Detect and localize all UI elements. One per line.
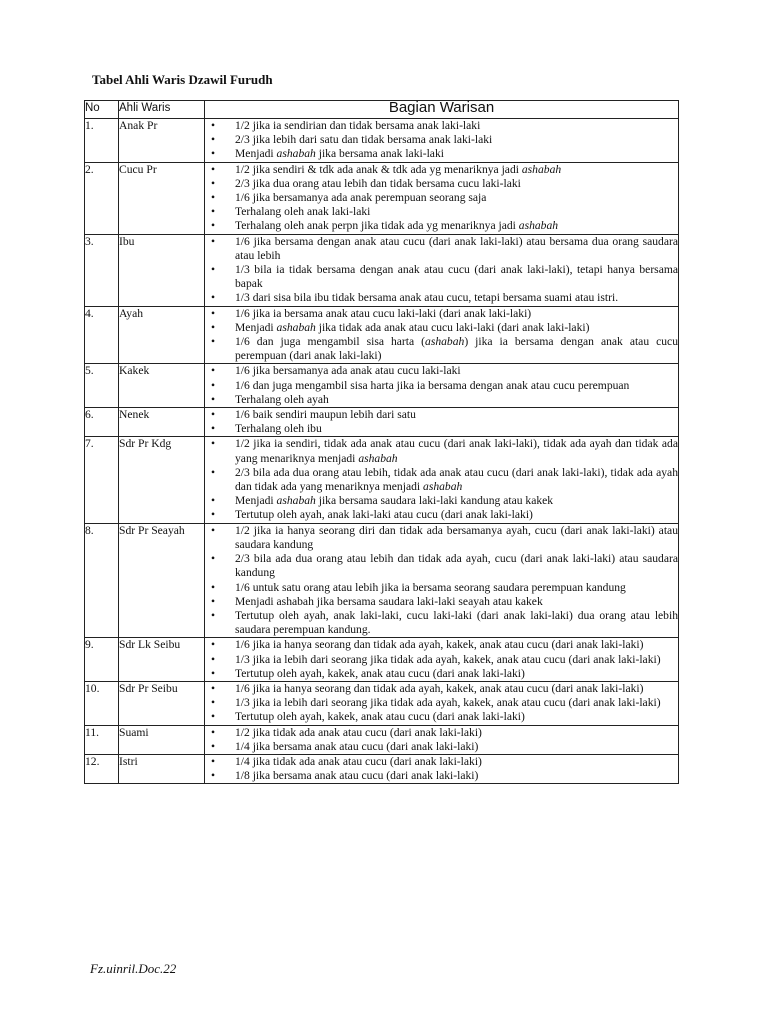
list-item <box>205 726 678 740</box>
list-item <box>205 393 678 407</box>
list-item <box>205 379 678 393</box>
table-row <box>85 234 679 306</box>
share-text: 1/6 jika bersamanya ada anak atau cucu laki-laki <box>235 364 461 378</box>
share-text: Tertutup oleh ayah, anak laki-laki, cucu laki-laki (dari anak laki-laki) dua orang atau lebih saudara perempuan kandung. <box>235 608 678 637</box>
list-item <box>205 235 678 263</box>
share-text: 1/6 jika ia hanya seorang dan tidak ada ayah, kakek, anak atau cucu (dari anak laki-laki) <box>235 681 644 695</box>
italic-term: ashabah <box>423 480 463 494</box>
row-number: 4. <box>85 306 119 364</box>
share-text: Terhalang oleh anak perpn jika tidak ada yg menariknya jadi <box>235 219 519 233</box>
table-row <box>85 638 679 682</box>
share-text: 1/3 jika ia lebih dari seorang jika tidak ada ayah, kakek, anak atau cucu (dari anak laki-laki) <box>235 652 661 666</box>
share-list <box>205 163 678 234</box>
document-title: Tabel Ahli Waris Dzawil Furudh <box>92 72 273 87</box>
list-item <box>205 263 678 291</box>
list-item <box>205 609 678 637</box>
heir-name: Sdr Pr Seayah <box>119 523 205 638</box>
inheritance-share <box>205 754 679 783</box>
table-header-row <box>85 101 679 119</box>
inheritance-share <box>205 162 679 234</box>
share-text: 1/3 jika ia lebih dari seorang jika tidak ada ayah, kakek, anak atau cucu (dari anak laki-laki) <box>235 696 661 710</box>
list-item <box>205 682 678 696</box>
heir-name: Kakek <box>119 364 205 408</box>
list-item <box>205 508 678 522</box>
list-item <box>205 291 678 305</box>
inheritance-share <box>205 234 679 306</box>
inheritance-share <box>205 364 679 408</box>
list-item <box>205 494 678 508</box>
list-item <box>205 335 678 363</box>
header-bagian-warisan: Bagian Warisan <box>205 101 679 119</box>
share-list <box>205 755 678 783</box>
list-item <box>205 191 678 205</box>
row-number: 5. <box>85 364 119 408</box>
share-text: Terhalang oleh anak laki-laki <box>235 205 371 219</box>
share-text: jika bersama saudara laki-laki kandung atau kakek <box>315 494 554 508</box>
list-item <box>205 422 678 436</box>
row-number: 2. <box>85 162 119 234</box>
row-number: 11. <box>85 725 119 754</box>
list-item <box>205 119 678 133</box>
share-text: 1/6 dan juga mengambil sisa harta ( <box>235 335 426 349</box>
heir-name: Sdr Pr Seibu <box>119 681 205 725</box>
list-item <box>205 710 678 724</box>
row-number: 1. <box>85 119 119 163</box>
list-item <box>205 219 678 233</box>
share-text: 1/3 dari sisa bila ibu tidak bersama anak atau cucu, tetapi bersama suami atau istri. <box>235 291 619 305</box>
share-text: 1/6 baik sendiri maupun lebih dari satu <box>235 408 416 422</box>
share-text: 2/3 jika lebih dari satu dan tidak bersama anak laki-laki <box>235 133 493 147</box>
share-text: 1/2 jika ia sendiri, tidak ada anak atau cucu (dari anak laki-laki), tidak ada ayah dan tidak ada yang menariknya menjadi <box>235 437 678 465</box>
list-item <box>205 163 678 177</box>
list-item <box>205 653 678 667</box>
row-number: 12. <box>85 754 119 783</box>
document-footer: Fz.uinril.Doc.22 <box>90 961 177 976</box>
share-text: 1/6 jika bersama dengan anak atau cucu (dari anak laki-laki) atau bersama dua orang saudara atau lebih <box>235 234 678 262</box>
list-item <box>205 321 678 335</box>
share-text: 2/3 bila ada dua orang atau lebih dan tidak ada ayah, cucu (dari anak laki-laki) atau saudara kandung <box>235 552 678 580</box>
table-row <box>85 162 679 234</box>
list-item <box>205 769 678 783</box>
share-list <box>205 726 678 754</box>
heir-name: Sdr Lk Seibu <box>119 638 205 682</box>
table-body <box>85 119 679 784</box>
share-text: Terhalang oleh ayah <box>235 392 329 406</box>
list-item <box>205 307 678 321</box>
share-text: 1/4 jika tidak ada anak atau cucu (dari anak laki-laki) <box>235 754 482 768</box>
italic-term: ashabah <box>358 451 398 465</box>
share-text: jika bersama anak laki-laki <box>315 147 444 161</box>
table-row <box>85 306 679 364</box>
share-text: 1/6 dan juga mengambil sisa harta jika ia bersama dengan anak atau cucu perempuan <box>235 378 630 392</box>
table-row <box>85 523 679 638</box>
share-text: 1/6 jika ia bersama anak atau cucu laki-laki (dari anak laki-laki) <box>235 306 532 320</box>
heir-name: Suami <box>119 725 205 754</box>
share-text: 1/6 jika ia hanya seorang dan tidak ada ayah, kakek, anak atau cucu (dari anak laki-laki) <box>235 638 644 652</box>
list-item <box>205 205 678 219</box>
row-number: 10. <box>85 681 119 725</box>
share-text: 1/3 bila ia tidak bersama dengan anak atau cucu (dari anak laki-laki), tetapi hanya bersama bapak <box>235 263 678 291</box>
list-item <box>205 581 678 595</box>
list-item <box>205 696 678 710</box>
share-list <box>205 307 678 364</box>
share-list <box>205 638 678 681</box>
share-text: ) jika ia bersama dengan anak atau cucu perempuan (dari anak laki-laki) <box>235 335 678 363</box>
heir-name: Anak Pr <box>119 119 205 163</box>
share-text: 2/3 bila ada dua orang atau lebih, tidak ada anak atau cucu (dari anak laki-laki), tidak ada ayah dan tidak ada yang menariknya menjadi <box>235 465 678 494</box>
inheritance-share <box>205 638 679 682</box>
table-row <box>85 437 679 523</box>
table-row <box>85 681 679 725</box>
header-no: No <box>85 101 119 119</box>
inheritance-share <box>205 408 679 437</box>
share-text: 1/2 jika sendiri & tdk ada anak & tdk ada yg menariknya jadi <box>235 162 522 176</box>
heir-table <box>84 100 679 784</box>
share-text: 1/8 jika bersama anak atau cucu (dari anak laki-laki) <box>235 769 479 783</box>
table-row <box>85 364 679 408</box>
row-number: 8. <box>85 523 119 638</box>
inheritance-share <box>205 725 679 754</box>
share-list <box>205 235 678 306</box>
share-text: jika tidak ada anak atau cucu laki-laki (dari anak laki-laki) <box>315 320 590 334</box>
heir-name: Ibu <box>119 234 205 306</box>
row-number: 3. <box>85 234 119 306</box>
heir-name: Nenek <box>119 408 205 437</box>
share-text: 1/4 jika bersama anak atau cucu (dari anak laki-laki) <box>235 739 479 753</box>
list-item <box>205 437 678 465</box>
share-text: Terhalang oleh ibu <box>235 422 322 436</box>
list-item <box>205 177 678 191</box>
list-item <box>205 408 678 422</box>
share-text: Menjadi <box>235 147 277 161</box>
share-text: 1/2 jika ia hanya seorang diri dan tidak ada bersamanya ayah, cucu (dari anak laki-laki) atau saudara kandung <box>235 523 678 551</box>
table-row <box>85 754 679 783</box>
list-item <box>205 638 678 652</box>
share-text: 1/2 jika ia sendirian dan tidak bersama anak laki-laki <box>235 119 481 132</box>
share-text: 1/6 jika bersamanya ada anak perempuan seorang saja <box>235 191 487 205</box>
row-number: 6. <box>85 408 119 437</box>
share-text: Tertutup oleh ayah, kakek, anak atau cucu (dari anak laki-laki) <box>235 666 525 680</box>
share-text: Menjadi <box>235 494 277 508</box>
share-text: Tertutup oleh ayah, anak laki-laki atau cucu (dari anak laki-laki) <box>235 508 533 522</box>
list-item <box>205 466 678 494</box>
table-row <box>85 408 679 437</box>
inheritance-share <box>205 523 679 638</box>
share-list <box>205 524 678 638</box>
heir-name: Ayah <box>119 306 205 364</box>
table-row <box>85 725 679 754</box>
italic-term: ashabah <box>276 494 316 508</box>
share-text: Menjadi ashabah jika bersama saudara laki-laki seayah atau kakek <box>235 594 543 608</box>
heir-name: Istri <box>119 754 205 783</box>
inheritance-share <box>205 119 679 163</box>
italic-term: ashabah <box>521 162 562 176</box>
list-item <box>205 364 678 378</box>
share-list <box>205 408 678 436</box>
share-text: Menjadi <box>235 320 277 334</box>
share-list <box>205 682 678 725</box>
inheritance-share <box>205 306 679 364</box>
italic-term: ashabah <box>518 219 559 233</box>
list-item <box>205 147 678 161</box>
list-item <box>205 524 678 552</box>
list-item <box>205 552 678 580</box>
inheritance-share <box>205 437 679 523</box>
table-row <box>85 119 679 163</box>
share-text: 1/6 untuk satu orang atau lebih jika ia bersama seorang saudara perempuan kandung <box>235 580 626 594</box>
share-list <box>205 437 678 522</box>
share-list <box>205 364 678 407</box>
inheritance-share <box>205 681 679 725</box>
row-number: 9. <box>85 638 119 682</box>
heir-name: Cucu Pr <box>119 162 205 234</box>
list-item <box>205 740 678 754</box>
italic-term: ashabah <box>276 147 316 161</box>
share-text: 1/2 jika tidak ada anak atau cucu (dari anak laki-laki) <box>235 725 482 739</box>
list-item <box>205 755 678 769</box>
italic-term: ashabah <box>276 320 316 334</box>
row-number: 7. <box>85 437 119 523</box>
list-item <box>205 667 678 681</box>
share-list <box>205 119 678 162</box>
share-text: Tertutup oleh ayah, kakek, anak atau cucu (dari anak laki-laki) <box>235 710 525 724</box>
italic-term: ashabah <box>425 335 465 349</box>
list-item <box>205 595 678 609</box>
heir-name: Sdr Pr Kdg <box>119 437 205 523</box>
header-ahli-waris: Ahli Waris <box>119 101 205 119</box>
list-item <box>205 133 678 147</box>
share-text: 2/3 jika dua orang atau lebih dan tidak bersama cucu laki-laki <box>235 176 521 190</box>
